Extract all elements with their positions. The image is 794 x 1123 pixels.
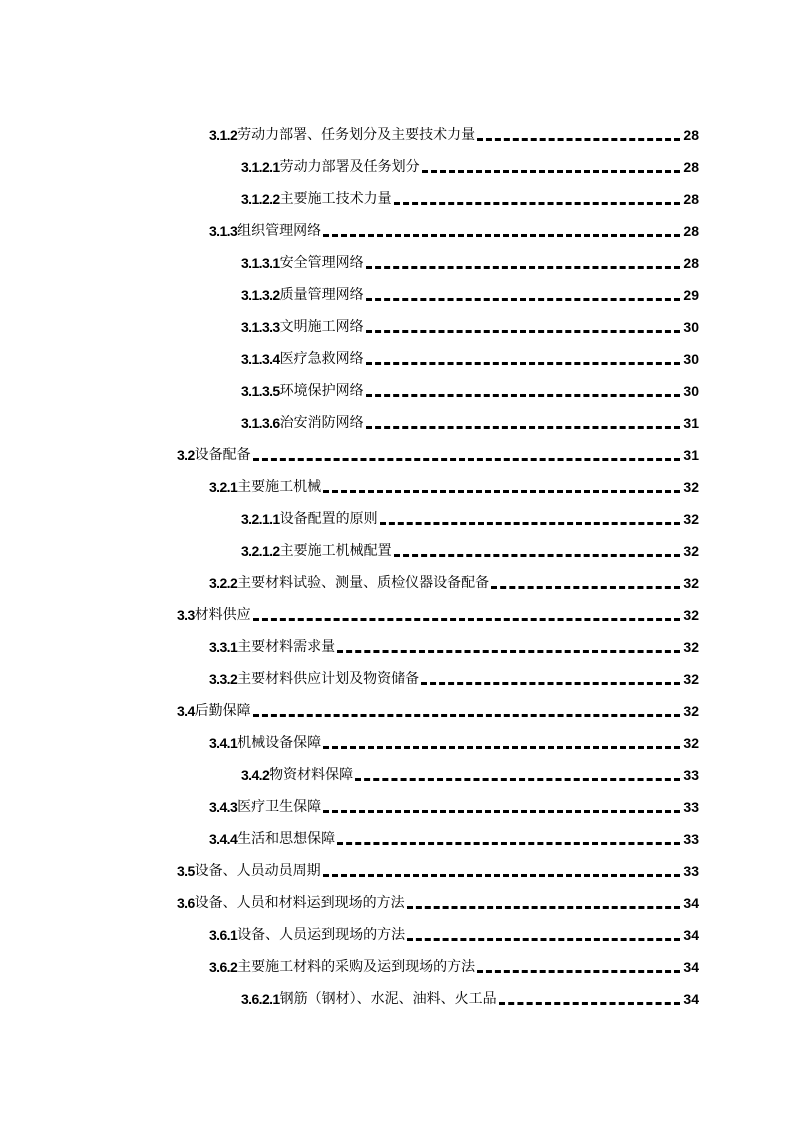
toc-entry-title: 劳动力部署及任务划分 (279, 159, 420, 175)
toc-entry[interactable] (209, 950, 699, 982)
toc-entry-number: 3.2.1.2 (241, 543, 280, 559)
toc-entry-number: 3.2 (177, 447, 195, 463)
toc-dot-leader (323, 490, 680, 493)
toc-entry-page-number: 28 (683, 159, 699, 175)
toc-entry-number: 3.1.3.1 (241, 255, 280, 271)
toc-entry-title: 后勤保障 (194, 703, 251, 719)
toc-entry[interactable] (209, 118, 699, 150)
toc-entry-number: 3.2.1 (209, 479, 238, 495)
toc-entry-title: 劳动力部署、任务划分及主要技术力量 (237, 127, 476, 143)
toc-entry-title: 医疗急救网络 (279, 351, 364, 367)
toc-entry-page-number: 32 (683, 575, 699, 591)
toc-entry[interactable] (177, 854, 699, 886)
toc-entry[interactable] (209, 470, 699, 502)
toc-entry-page-number: 32 (683, 607, 699, 623)
toc-entry-page-number: 28 (683, 191, 699, 207)
toc-entry[interactable] (241, 182, 699, 214)
toc-dot-leader (499, 1002, 681, 1005)
toc-entry-number: 3.4 (177, 703, 195, 719)
table-of-contents (0, 118, 794, 1014)
toc-entry-number: 3.1.3 (209, 223, 238, 239)
toc-entry-page-number: 30 (683, 319, 699, 335)
toc-entry-title: 文明施工网络 (279, 319, 364, 335)
toc-entry-page-number: 28 (683, 223, 699, 239)
toc-dot-leader (491, 586, 680, 589)
toc-dot-leader (337, 842, 680, 845)
toc-entry-number: 3.6 (177, 895, 195, 911)
toc-entry-number: 3.1.3.6 (241, 415, 280, 431)
toc-entry-number: 3.1.3.2 (241, 287, 280, 303)
toc-entry-page-number: 28 (683, 255, 699, 271)
toc-dot-leader (366, 362, 681, 365)
toc-entry[interactable] (209, 918, 699, 950)
toc-entry[interactable] (241, 150, 699, 182)
toc-dot-leader (394, 554, 681, 557)
toc-entry-title: 主要施工技术力量 (279, 191, 392, 207)
toc-entry-title: 主要材料供应计划及物资储备 (237, 671, 420, 687)
toc-entry-number: 3.1.2.1 (241, 159, 280, 175)
toc-entry-title: 生活和思想保障 (237, 831, 336, 847)
toc-dot-leader (323, 874, 681, 877)
toc-entry[interactable] (241, 278, 699, 310)
toc-dot-leader (366, 298, 681, 301)
toc-entry-title: 安全管理网络 (279, 255, 364, 271)
toc-dot-leader (366, 394, 681, 397)
toc-entry-number: 3.6.1 (209, 927, 238, 943)
toc-entry-title: 主要施工机械配置 (279, 543, 392, 559)
toc-entry-number: 3.1.3.3 (241, 319, 280, 335)
toc-entry-page-number: 31 (683, 415, 699, 431)
toc-entry-number: 3.5 (177, 863, 195, 879)
toc-dot-leader (323, 234, 680, 237)
toc-entry[interactable] (241, 342, 699, 374)
toc-entry-number: 3.2.2 (209, 575, 238, 591)
toc-dot-leader (394, 202, 681, 205)
toc-dot-leader (337, 650, 680, 653)
toc-entry-title: 材料供应 (194, 607, 251, 623)
toc-entry-page-number: 34 (683, 959, 699, 975)
toc-entry-title: 组织管理网络 (237, 223, 322, 239)
toc-entry-number: 3.3.1 (209, 639, 238, 655)
toc-dot-leader (366, 426, 681, 429)
toc-entry-title: 质量管理网络 (279, 287, 364, 303)
toc-entry[interactable] (241, 758, 699, 790)
toc-entry[interactable] (209, 790, 699, 822)
toc-entry[interactable] (241, 246, 699, 278)
toc-entry-page-number: 32 (683, 511, 699, 527)
toc-dot-leader (366, 266, 681, 269)
toc-entry-title: 主要材料需求量 (237, 639, 336, 655)
toc-entry-page-number: 32 (683, 703, 699, 719)
toc-entry-page-number: 33 (683, 863, 699, 879)
toc-entry-page-number: 29 (683, 287, 699, 303)
toc-entry[interactable] (241, 374, 699, 406)
toc-dot-leader (253, 618, 681, 621)
toc-entry-page-number: 32 (683, 479, 699, 495)
toc-entry-page-number: 32 (683, 543, 699, 559)
toc-entry[interactable] (241, 310, 699, 342)
toc-entry-page-number: 30 (683, 383, 699, 399)
toc-entry-title: 物资材料保障 (269, 767, 354, 783)
toc-entry[interactable] (209, 566, 699, 598)
toc-dot-leader (253, 458, 681, 461)
toc-entry-number: 3.1.2 (209, 127, 238, 143)
toc-dot-leader (253, 714, 681, 717)
toc-entry-title: 环境保护网络 (279, 383, 364, 399)
toc-entry-number: 3.3.2 (209, 671, 238, 687)
toc-entry[interactable] (209, 726, 699, 758)
toc-entry-title: 治安消防网络 (279, 415, 364, 431)
toc-dot-leader (407, 938, 680, 941)
toc-entry-page-number: 32 (683, 639, 699, 655)
toc-entry-page-number: 33 (683, 799, 699, 815)
toc-entry-number: 3.4.2 (241, 767, 270, 783)
toc-entry-page-number: 28 (683, 127, 699, 143)
toc-entry-number: 3.1.3.5 (241, 383, 280, 399)
toc-entry-number: 3.4.3 (209, 799, 238, 815)
toc-dot-leader (421, 682, 680, 685)
toc-entry-number: 3.6.2 (209, 959, 238, 975)
toc-entry-title: 设备、人员运到现场的方法 (237, 927, 406, 943)
toc-entry[interactable] (177, 694, 699, 726)
toc-entry-page-number: 30 (683, 351, 699, 367)
toc-dot-leader (380, 522, 681, 525)
toc-dot-leader (477, 970, 680, 973)
toc-entry-title: 设备、人员动员周期 (194, 863, 321, 879)
toc-entry[interactable] (209, 822, 699, 854)
toc-dot-leader (477, 138, 680, 141)
toc-entry[interactable] (177, 886, 699, 918)
toc-dot-leader (422, 170, 681, 173)
toc-entry-title: 医疗卫生保障 (237, 799, 322, 815)
toc-entry-number: 3.3 (177, 607, 195, 623)
toc-entry-title: 设备配备 (194, 447, 251, 463)
toc-entry[interactable] (241, 982, 699, 1014)
toc-entry-title: 主要施工材料的采购及运到现场的方法 (237, 959, 476, 975)
toc-entry-number: 3.2.1.1 (241, 511, 280, 527)
toc-entry[interactable] (177, 598, 699, 630)
toc-entry[interactable] (241, 502, 699, 534)
toc-entry-number: 3.1.2.2 (241, 191, 280, 207)
toc-entry-page-number: 33 (683, 767, 699, 783)
toc-entry-title: 主要施工机械 (237, 479, 322, 495)
toc-dot-leader (407, 906, 681, 909)
toc-entry-page-number: 31 (683, 447, 699, 463)
toc-entry[interactable] (241, 534, 699, 566)
toc-entry-page-number: 34 (683, 927, 699, 943)
toc-dot-leader (323, 810, 680, 813)
toc-entry-page-number: 34 (683, 895, 699, 911)
toc-dot-leader (355, 778, 680, 781)
toc-entry-number: 3.4.1 (209, 735, 238, 751)
toc-entry-title: 主要材料试验、测量、质检仪器设备配备 (237, 575, 490, 591)
toc-entry-title: 钢筋（钢材）、水泥、油料、火工品 (279, 991, 497, 1007)
toc-entry[interactable] (177, 438, 699, 470)
toc-entry-number: 3.1.3.4 (241, 351, 280, 367)
toc-dot-leader (366, 330, 681, 333)
toc-entry-title: 机械设备保障 (237, 735, 322, 751)
toc-entry[interactable] (209, 630, 699, 662)
toc-entry-page-number: 33 (683, 831, 699, 847)
toc-dot-leader (323, 746, 680, 749)
toc-entry[interactable] (241, 406, 699, 438)
toc-entry-number: 3.4.4 (209, 831, 238, 847)
toc-entry-title: 设备、人员和材料运到现场的方法 (194, 895, 405, 911)
toc-entry[interactable] (209, 662, 699, 694)
toc-entry-page-number: 32 (683, 671, 699, 687)
toc-entry-title: 设备配置的原则 (279, 511, 378, 527)
toc-entry-page-number: 32 (683, 735, 699, 751)
toc-entry[interactable] (209, 214, 699, 246)
toc-entry-number: 3.6.2.1 (241, 991, 280, 1007)
toc-entry-page-number: 34 (683, 991, 699, 1007)
